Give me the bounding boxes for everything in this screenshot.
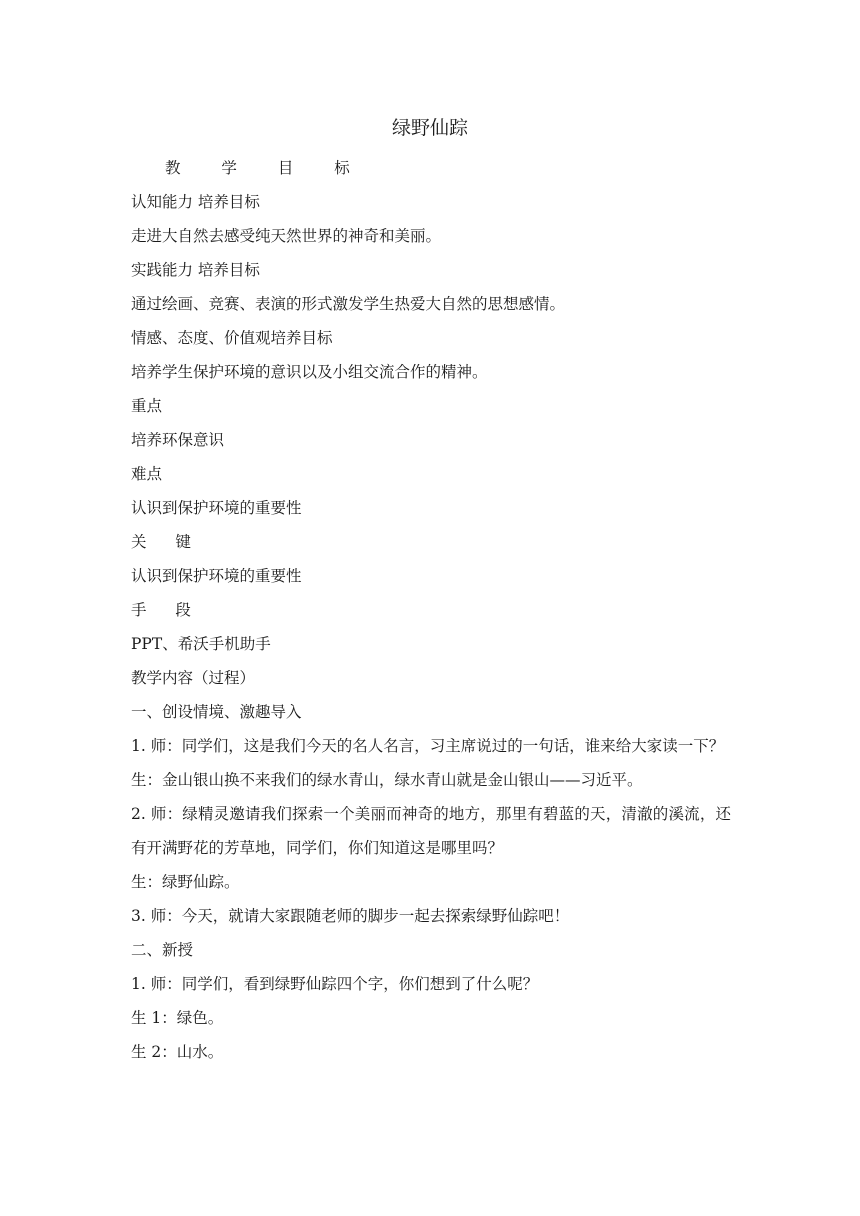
paragraph-line: 1. 师：同学们，看到绿野仙踪四个字，你们想到了什么呢？ xyxy=(131,975,539,993)
paragraph-line: PPT、希沃手机助手 xyxy=(131,635,271,653)
paragraph-line: 生 2：山水。 xyxy=(131,1043,224,1061)
paragraph-line: 难点 xyxy=(131,465,163,483)
document-body xyxy=(131,151,731,1069)
paragraph-line: 认识到保护环境的重要性 xyxy=(131,499,302,517)
paragraph-line: 3. 师：今天，就请大家跟随老师的脚步一起去探索绿野仙踪吧！ xyxy=(131,907,570,925)
paragraph-line: 重点 xyxy=(131,397,163,415)
paragraph-line: 认识到保护环境的重要性 xyxy=(131,567,302,585)
paragraph-line: 2. 师：绿精灵邀请我们探索一个美丽而神奇的地方，那里有碧蓝的天，清澈的溪流，还有开满野花的芳草地，同学们，你们知道这是哪里吗？ xyxy=(131,805,731,857)
paragraph-line: 情感、态度、价值观培养目标 xyxy=(131,329,333,347)
paragraph-line: 二、新授 xyxy=(131,941,194,959)
paragraph-line: 生：绿野仙踪。 xyxy=(131,873,240,891)
paragraph-line: 教学内容（过程） xyxy=(131,669,256,687)
paragraph-line: 通过绘画、竞赛、表演的形式激发学生热爱大自然的思想感情。 xyxy=(131,295,566,313)
paragraph-line: 培养学生保护环境的意识以及小组交流合作的精神。 xyxy=(131,363,488,381)
paragraph-line: 认知能力 培养目标 xyxy=(131,193,260,211)
document-title: 绿野仙踪 xyxy=(391,117,468,139)
paragraph-line: 生 1：绿色。 xyxy=(131,1009,224,1027)
paragraph-line: 关 键 xyxy=(131,533,203,551)
paragraph-line: 实践能力 培养目标 xyxy=(131,261,260,279)
paragraph-line: 一、创设情境、激趣导入 xyxy=(131,703,302,721)
paragraph-line: 生：金山银山换不来我们的绿水青山，绿水青山就是金山银山——习近平。 xyxy=(131,771,643,789)
paragraph-line: 手 段 xyxy=(131,601,203,619)
paragraph-line: 走进大自然去感受纯天然世界的神奇和美丽。 xyxy=(131,227,442,245)
paragraph-line: 培养环保意识 xyxy=(131,431,225,449)
paragraph-line: 1. 师：同学们，这是我们今天的名人名言，习主席说过的一句话，谁来给大家读一下？ xyxy=(131,737,725,755)
section-heading-teaching-goals: 教 学 目 标 xyxy=(165,159,368,177)
